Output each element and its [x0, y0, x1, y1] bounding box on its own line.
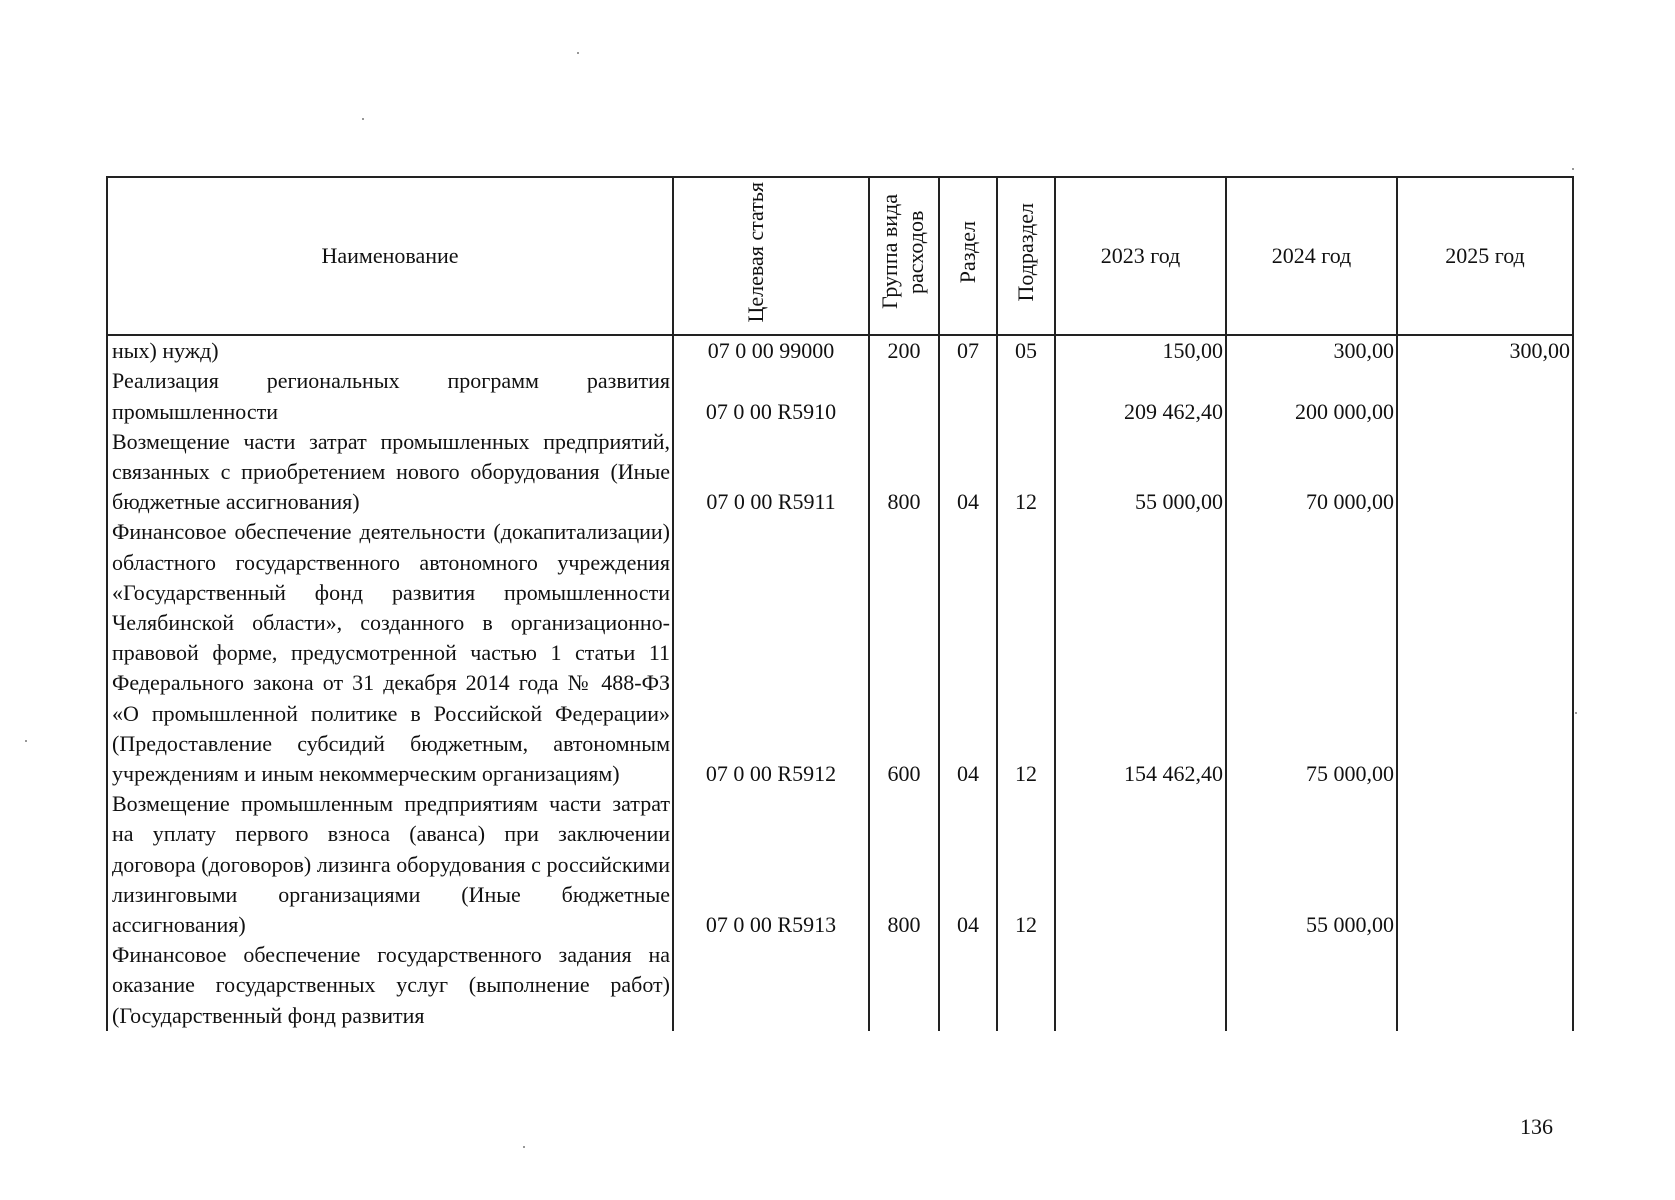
budget-table — [106, 176, 1574, 1031]
row-target-article: 07 0 00 99000 — [673, 335, 869, 366]
header-subsection: Подраздел — [1013, 202, 1038, 302]
row-amount-2024: 75 000,00 — [1226, 517, 1397, 789]
row-amount-2023 — [1055, 789, 1226, 940]
row-amount-2024: 200 000,00 — [1226, 366, 1397, 426]
table-row — [107, 940, 1573, 1031]
row-section: 04 — [939, 427, 997, 518]
row-subsection — [997, 366, 1055, 426]
row-section — [939, 366, 997, 426]
row-expense-group — [869, 366, 939, 426]
row-amount-2023: 209 462,40 — [1055, 366, 1226, 426]
row-target-article: 07 0 00 R5911 — [673, 427, 869, 518]
header-expense-group: Группа вида расходов — [877, 194, 928, 310]
row-expense-group: 800 — [869, 789, 939, 940]
row-subsection: 05 — [997, 335, 1055, 366]
row-amount-2023 — [1055, 940, 1226, 1031]
row-subsection: 12 — [997, 427, 1055, 518]
row-amount-2024: 55 000,00 — [1226, 789, 1397, 940]
row-subsection: 12 — [997, 789, 1055, 940]
row-target-article: 07 0 00 R5912 — [673, 517, 869, 789]
scan-speck — [1575, 712, 1577, 714]
row-name: Возмещение промышленным предприятиям части затрат на уплату первого взноса (аванса) при заключении договора (договоров) лизинга оборудования с российскими лизинговыми организациями (Иные бюджетные ассигнования) — [107, 789, 673, 940]
row-section: 04 — [939, 789, 997, 940]
row-subsection — [997, 940, 1055, 1031]
row-section — [939, 940, 997, 1031]
header-section: Раздел — [955, 220, 980, 284]
header-2025: 2025 год — [1397, 177, 1573, 335]
row-name: Возмещение части затрат промышленных предприятий, связанных с приобретением нового оборудования (Иные бюджетные ассигнования) — [107, 427, 673, 518]
page-number: 136 — [1520, 1114, 1553, 1139]
table-header — [107, 177, 1573, 335]
row-amount-2025: 300,00 — [1397, 335, 1573, 366]
row-expense-group: 600 — [869, 517, 939, 789]
row-target-article: 07 0 00 R5910 — [673, 366, 869, 426]
row-amount-2024 — [1226, 940, 1397, 1031]
scan-speck — [523, 1146, 525, 1148]
scan-speck — [577, 52, 579, 54]
row-target-article — [673, 940, 869, 1031]
row-expense-group: 800 — [869, 427, 939, 518]
row-amount-2024: 300,00 — [1226, 335, 1397, 366]
row-section: 07 — [939, 335, 997, 366]
table-row — [107, 366, 1573, 426]
header-2024: 2024 год — [1226, 177, 1397, 335]
scan-speck — [1572, 168, 1574, 170]
row-amount-2025 — [1397, 517, 1573, 789]
row-expense-group: 200 — [869, 335, 939, 366]
row-amount-2023: 55 000,00 — [1055, 427, 1226, 518]
table-row — [107, 427, 1573, 518]
row-name: Реализация региональных программ развития промышленности — [107, 366, 673, 426]
row-name: Финансовое обеспечение деятельности (докапитализации) областного государственного автономного учреждения «Государственный фонд развития промышленности Челябинской области», созданного в организационно-правовой форме, предусмотренной частью 1 статьи 11 Федерального закона от 31 декабря 2014 года № 488-ФЗ «О промышленной политике в Российской Федерации» (Предоставление субсидий бюджетным, автономным учреждениям и иным некоммерческим организациям) — [107, 517, 673, 789]
row-amount-2023: 150,00 — [1055, 335, 1226, 366]
row-amount-2024: 70 000,00 — [1226, 427, 1397, 518]
row-amount-2025 — [1397, 940, 1573, 1031]
table-row — [107, 335, 1573, 366]
table-row — [107, 789, 1573, 940]
row-amount-2025 — [1397, 427, 1573, 518]
row-section: 04 — [939, 517, 997, 789]
row-expense-group — [869, 940, 939, 1031]
header-target-article: Целевая статья — [743, 181, 768, 323]
row-amount-2023: 154 462,40 — [1055, 517, 1226, 789]
header-2023: 2023 год — [1055, 177, 1226, 335]
scan-speck — [362, 118, 364, 120]
row-target-article: 07 0 00 R5913 — [673, 789, 869, 940]
table-body — [107, 335, 1573, 1031]
row-name: ных) нужд) — [107, 335, 673, 366]
row-amount-2025 — [1397, 366, 1573, 426]
scan-speck — [25, 740, 27, 742]
header-name: Наименование — [107, 177, 673, 335]
row-amount-2025 — [1397, 789, 1573, 940]
row-subsection: 12 — [997, 517, 1055, 789]
row-name: Финансовое обеспечение государственного задания на оказание государственных услуг (выполнение работ) (Государственный фонд развития — [107, 940, 673, 1031]
table-row — [107, 517, 1573, 789]
